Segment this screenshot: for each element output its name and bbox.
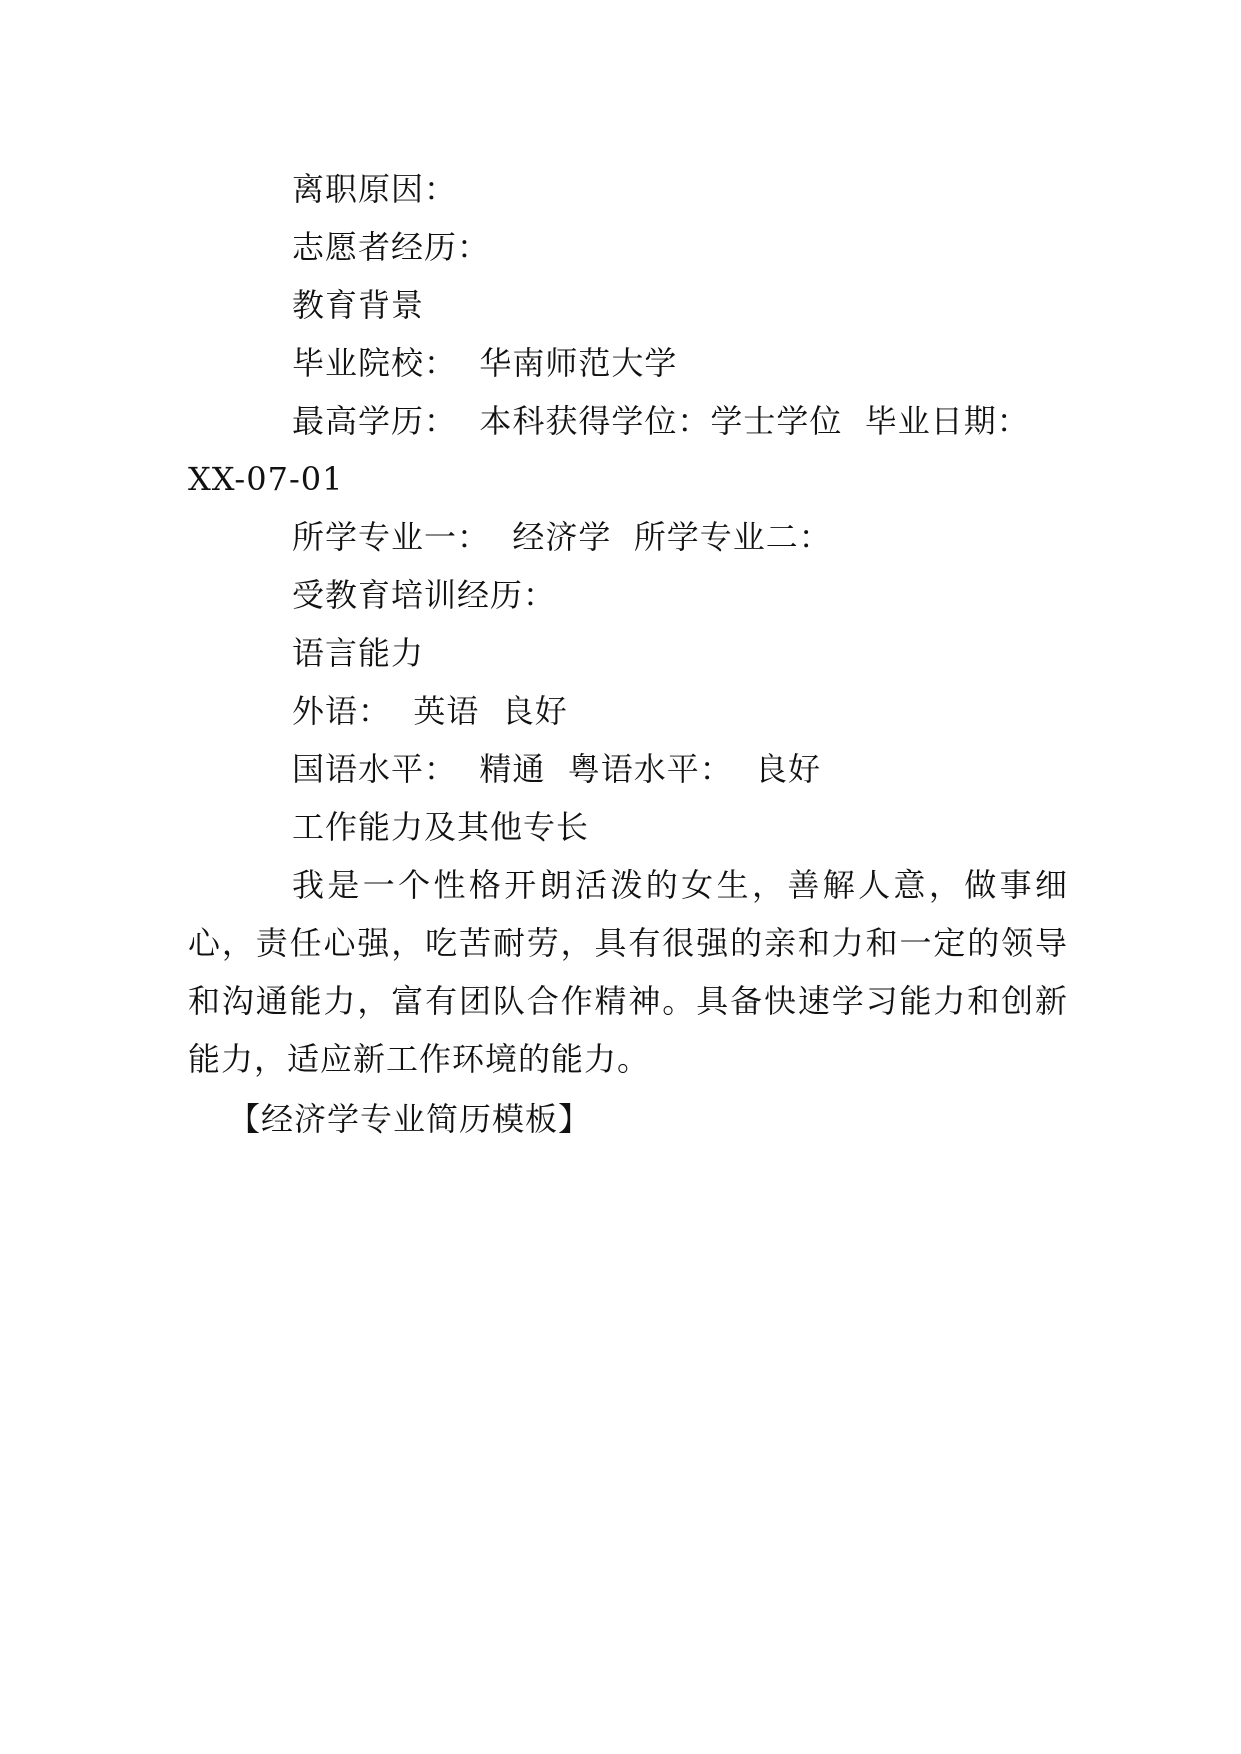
skills-heading: 工作能力及其他专长	[292, 808, 590, 846]
mandarin-cantonese-line: 国语水平： 精通 粤语水平： 良好	[292, 750, 822, 788]
language-heading: 语言能力	[292, 634, 425, 672]
resume-content	[188, 160, 1068, 1148]
major-line: 所学专业一： 经济学 所学专业二：	[292, 518, 832, 556]
degree-line: 最高学历： 本科获得学位：学士学位 毕业日期：	[292, 402, 1030, 440]
volunteer-label: 志愿者经历：	[292, 228, 491, 266]
education-heading: 教育背景	[292, 286, 425, 324]
self-introduction-paragraph: 我是一个性格开朗活泼的女生，善解人意，做事细心，责任心强，吃苦耐劳，具有很强的亲和力和一定的领导和沟通能力，富有团队合作精神。具备快速学习能力和创新能力，适应新工作环境的能力。	[188, 866, 1068, 1078]
leave-reason-label: 离职原因：	[292, 170, 458, 208]
school-line: 毕业院校： 华南师范大学	[292, 344, 678, 382]
foreign-language-line: 外语： 英语 良好	[292, 692, 568, 730]
template-title-footer: 【经济学专业简历模板】	[228, 1100, 592, 1138]
graduation-date: XX-07-01	[188, 460, 344, 498]
training-label: 受教育培训经历：	[292, 576, 557, 614]
